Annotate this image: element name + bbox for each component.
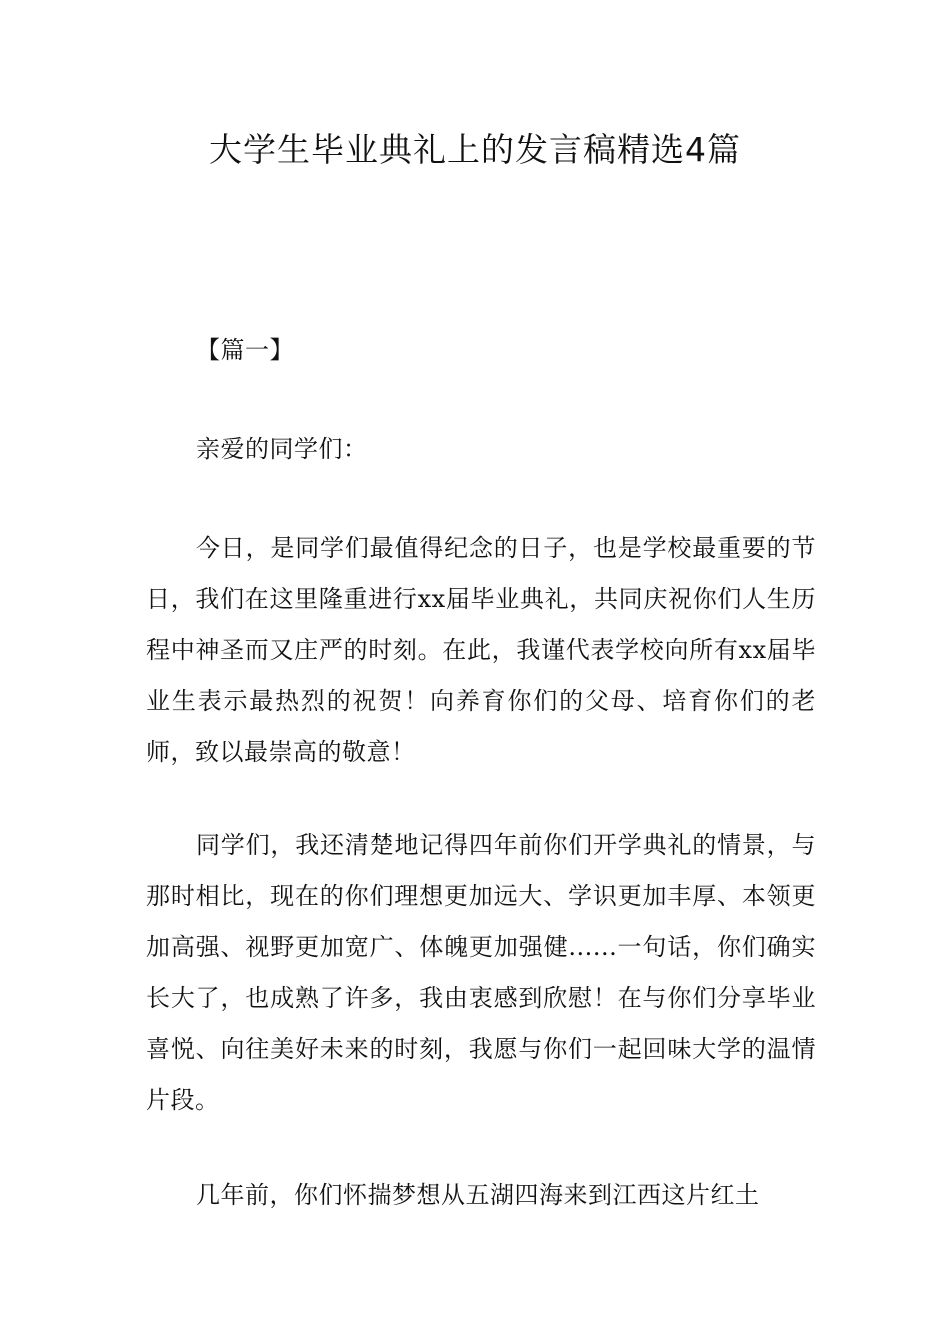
paragraph: 同学们，我还清楚地记得四年前你们开学典礼的情景，与那时相比，现在的你们理想更加远大、学识更加丰厚、本领更加高强、视野更加宽广、体魄更加强健......一句话，你们确实长大了，也成熟了许多，我由衷感到欣慰！在与你们分享毕业喜悦、向往美好未来的时刻，我愿与你们一起回味大学的温情片段。 xyxy=(146,831,816,1114)
paragraph: 几年前，你们怀揣梦想从五湖四海来到江西这片红土 xyxy=(196,1181,760,1209)
document-title: 大学生毕业典礼上的发言稿精选4篇 xyxy=(209,130,741,169)
paragraph: 今日，是同学们最值得纪念的日子，也是学校最重要的节日，我们在这里隆重进行xx届毕业典礼，共同庆祝你们人生历程中神圣而又庄严的时刻。在此，我谨代表学校向所有xx届毕业生表示最热烈的祝贺！向养育你们的父母、培育你们的老师，致以最崇高的敬意！ xyxy=(146,534,816,766)
salutation: 亲爱的同学们： xyxy=(196,435,368,463)
section-heading: 【篇一】 xyxy=(196,336,294,364)
